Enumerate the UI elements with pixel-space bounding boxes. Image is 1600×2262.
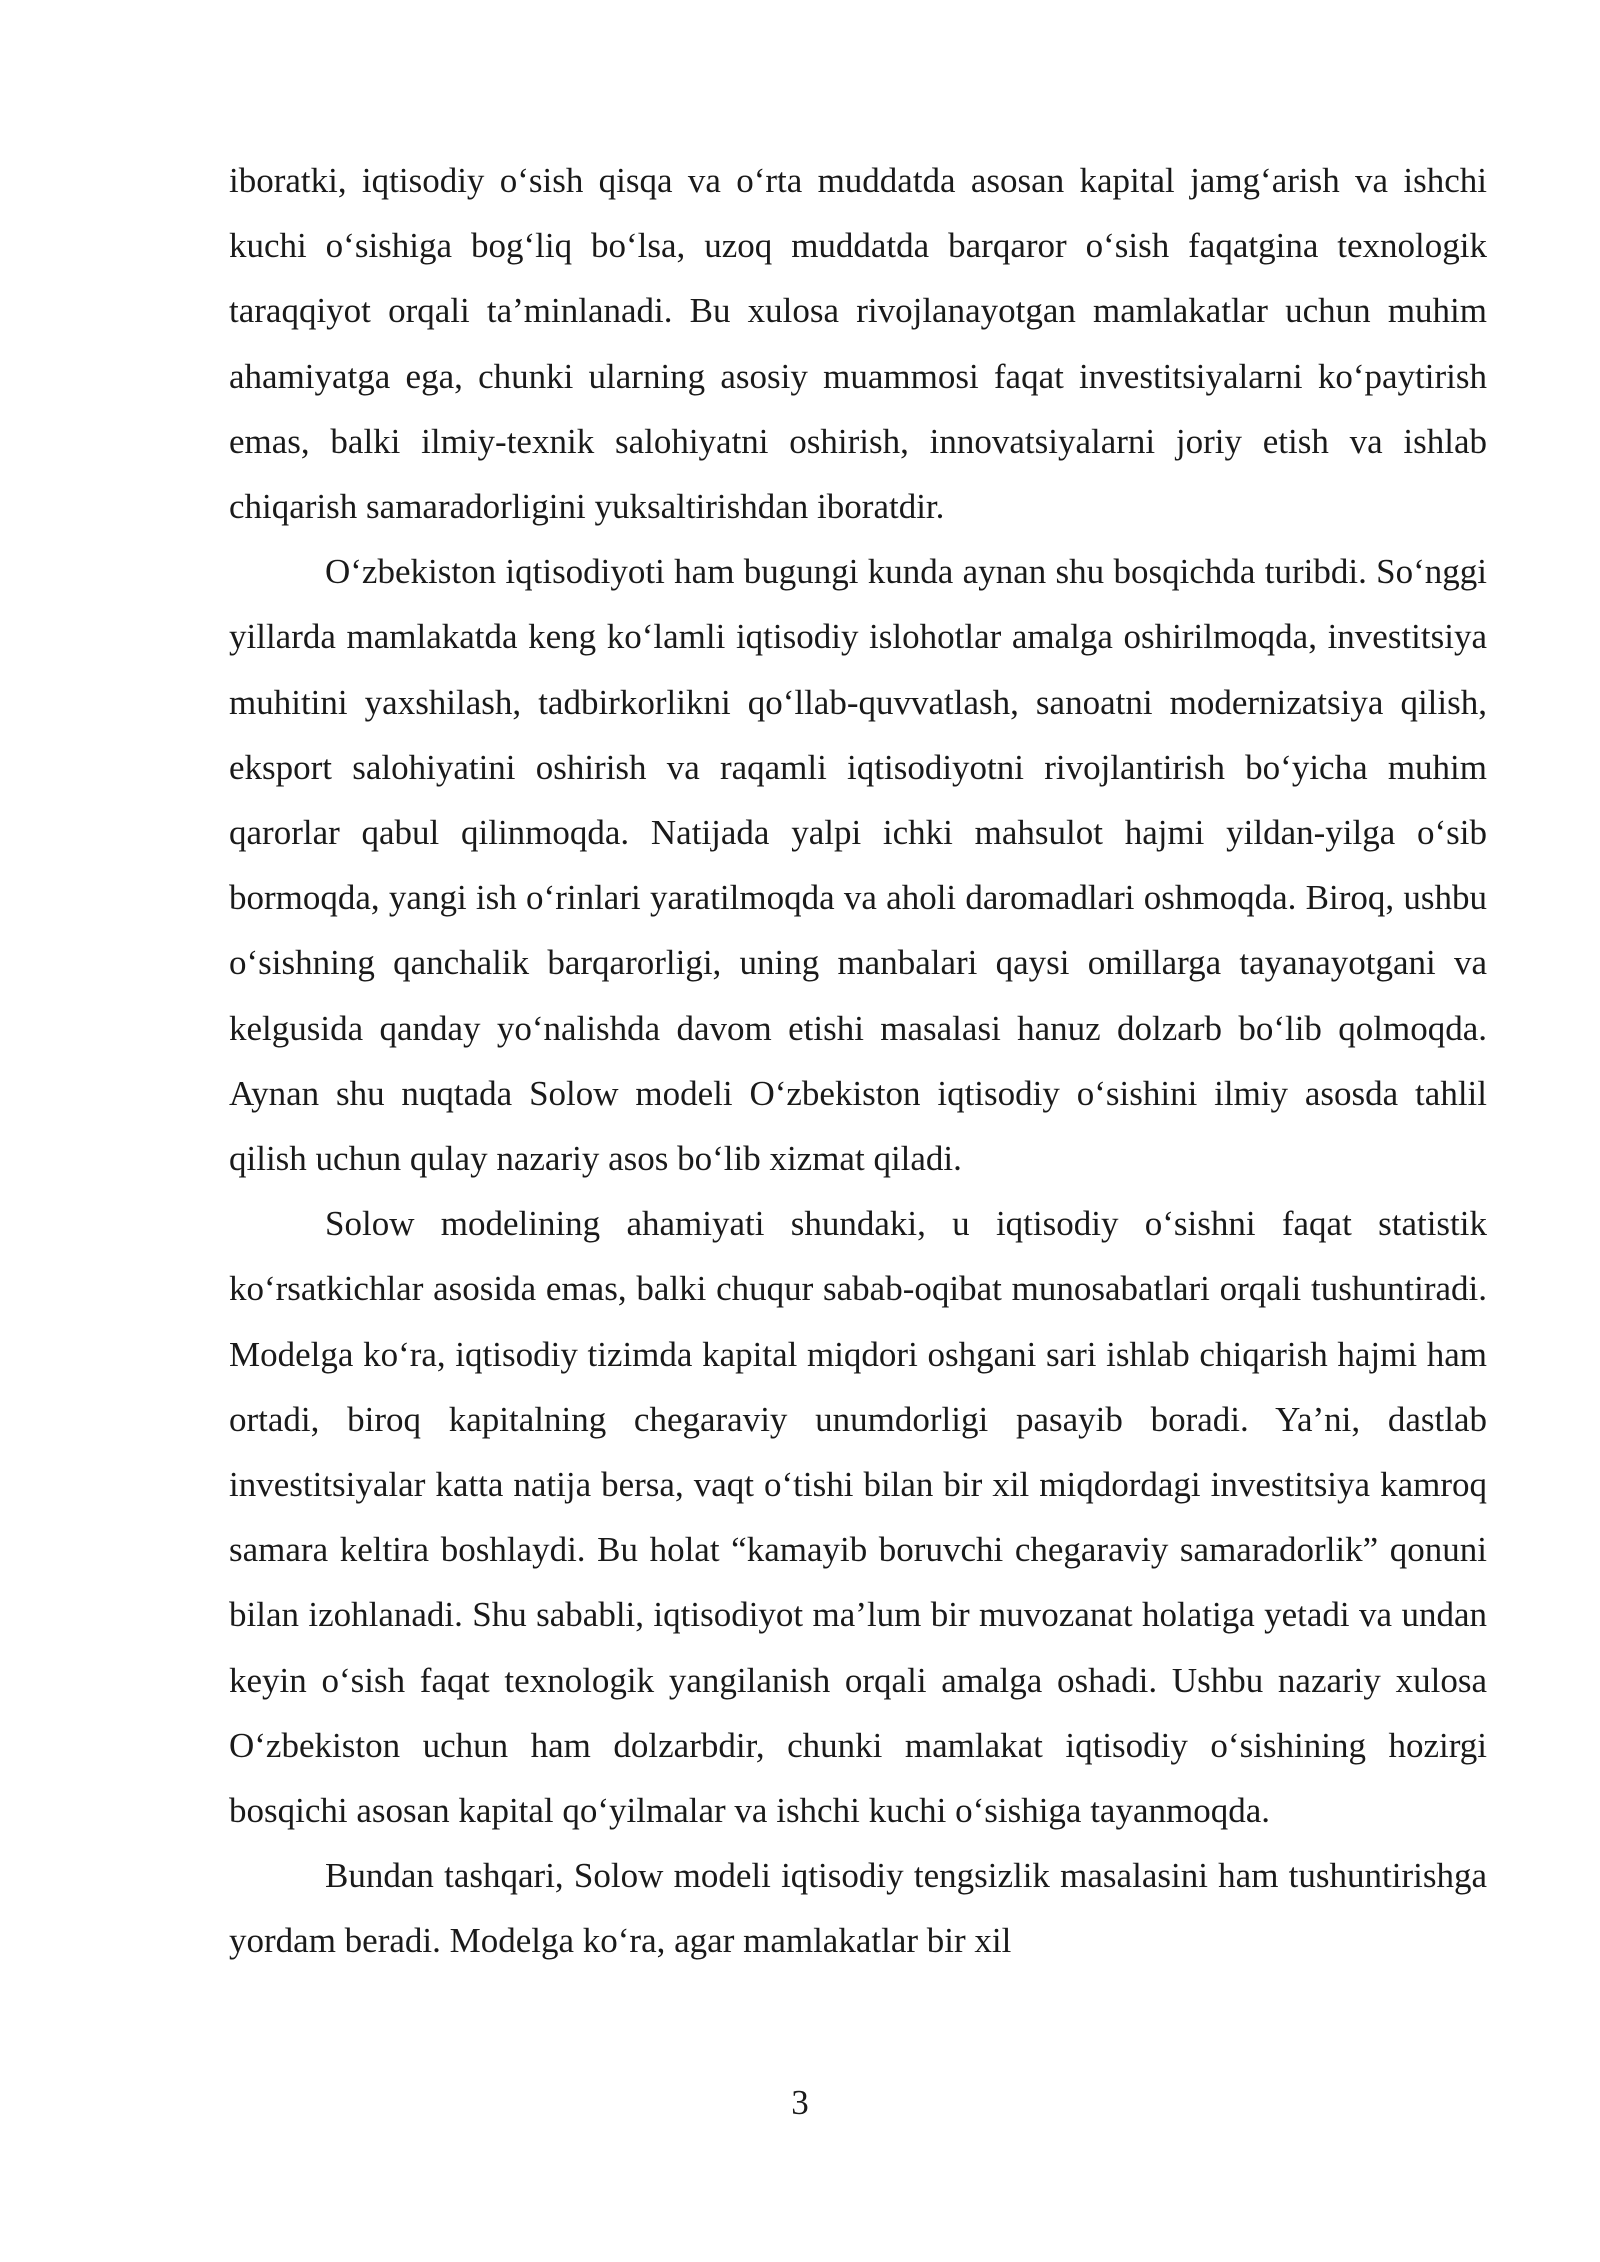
paragraph-inequality: Bundan tashqari, Solow modeli iqtisodiy tengsizlik masalasini ham tushuntirishga yordam beradi. Modelga ko‘ra, agar mamlakatlar bir xil: [229, 1856, 1487, 1961]
paragraph-uzbekistan-economy: O‘zbekiston iqtisodiyoti ham bugungi kunda aynan shu bosqichda turibdi. So‘nggi yillarda mamlakatda keng ko‘lamli iqtisodiy islohotlar amalga oshirilmoqda, investitsiya muhitini yaxshilash, tadbirkorlikni qo‘llab-quvvatlash, sanoatni modernizatsiya qilish, eksport salohiyatini oshirish va raqamli iqtisodiyotni rivojlantirish bo‘yicha muhim qarorlar qabul qilinmoqda. Natijada yalpi ichki mahsulot hajmi yildan-yilga o‘sib bormoqda, yangi ish o‘rinlari yaratilmoqda va aholi daromadlari oshmoqda. Biroq, ushbu o‘sishning qanchalik barqarorligi, uning manbalari qaysi omillarga tayanayotgani va kelgusida qanday yo‘nalishda davom etishi masalasi hanuz dolzarb bo‘lib qolmoqda. Aynan shu nuqtada Solow modeli O‘zbekiston iqtisodiy o‘sishini ilmiy asosda tahlil qilish uchun qulay nazariy asos bo‘lib xizmat qiladi.: [229, 552, 1487, 1179]
paragraph-continuation: iboratki, iqtisodiy o‘sish qisqa va o‘rta muddatda asosan kapital jamg‘arish va ishchi kuchi o‘sishiga bog‘liq bo‘lsa, uzoq muddatda barqaror o‘sish faqatgina texnologik taraqqiyot orqali ta’minlanadi. Bu xulosa rivojlanayotgan mamlakatlar uchun muhim ahamiyatga ega, chunki ularning asosiy muammosi faqat investitsiyalarni ko‘paytirish emas, balki ilmiy-texnik salohiyatni oshirish, innovatsiyalarni joriy etish va ishlab chiqarish samaradorligini yuksaltirishdan iboratdir.: [229, 161, 1487, 527]
page-number: 3: [791, 2083, 809, 2122]
body-text: [229, 148, 1487, 1974]
paragraph-solow-significance: Solow modelining ahamiyati shundaki, u iqtisodiy o‘sishni faqat statistik ko‘rsatkichlar asosida emas, balki chuqur sabab-oqibat munosabatlari orqali tushuntiradi. Modelga ko‘ra, iqtisodiy tizimda kapital miqdori oshgani sari ishlab chiqarish hajmi ham ortadi, biroq kapitalning chegaraviy unumdorligi pasayib boradi. Ya’ni, dastlab investitsiyalar katta natija bersa, vaqt o‘tishi bilan bir xil miqdordagi investitsiya kamroq samara keltira boshlaydi. Bu holat “kamayib boruvchi chegaraviy samaradorlik” qonuni bilan izohlanadi. Shu sababli, iqtisodiyot ma’lum bir muvozanat holatiga yetadi va undan keyin o‘sish faqat texnologik yangilanish orqali amalga oshadi. Ushbu nazariy xulosa O‘zbekiston uchun ham dolzarbdir, chunki mamlakat iqtisodiy o‘sishining hozirgi bosqichi asosan kapital qo‘yilmalar va ishchi kuchi o‘sishiga tayanmoqda.: [229, 1204, 1487, 1831]
